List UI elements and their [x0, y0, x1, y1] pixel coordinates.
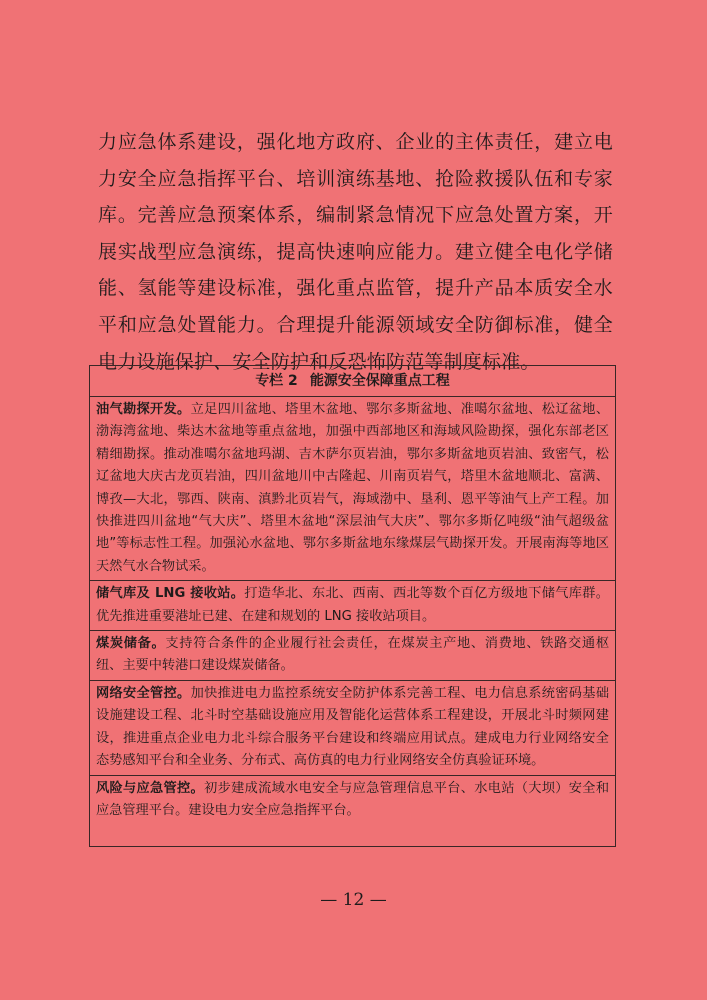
section-coal-reserve	[90, 631, 615, 681]
page-number: — 12 —	[320, 890, 387, 910]
section-oil-gas	[90, 397, 615, 581]
box-title	[90, 366, 615, 397]
section-text: 打造华北、东北、西南、西北等数个百亿方级地下储气库群。优先推进重要港址已建、在建和规划的 LNG 接收站项目。	[96, 586, 609, 624]
section-heading: 油气勘探开发。	[96, 402, 191, 417]
body-paragraph: 力应急体系建设，强化地方政府、企业的主体责任，建立电力安全应急指挥平台、培训演练基地、抢险救援队伍和专家库。完善应急预案体系，编制紧急情况下应急处置方案，开展实战型应急演练，提高快速响应能力。建立健全电化学储能、氢能等建设标准，强化重点监管，提升产品本质安全水平和应急处置能力。合理提升能源领域安全防御标准，健全电力设施保护、安全防护和反恐怖防范等制度标准。	[98, 131, 613, 373]
box-label: 专栏 2	[255, 373, 298, 389]
section-gas-storage	[90, 581, 615, 631]
box-title-text: 能源安全保障重点工程	[309, 373, 450, 389]
section-text: 立足四川盆地、塔里木盆地、鄂尔多斯盆地、准噶尔盆地、松辽盆地、渤海湾盆地、柴达木盆地等重点盆地，加强中西部地区和海域风险勘探，强化东部老区精细勘探。推动准噶尔盆地玛湖、吉木萨尔页岩油，鄂尔多斯盆地页岩油、致密气，松辽盆地大庆古龙页岩油，四川盆地川中古隆起、川南页岩气，塔里木盆地顺北、富满、博孜—大北，鄂西、陕南、滇黔北页岩气，海域渤中、垦利、恩平等油气上产工程。加快推进四川盆地“气大庆”、塔里木盆地“深层油气大庆”、鄂尔多斯亿吨级“油气超级盆地”等标志性工程。加强沁水盆地、鄂尔多斯盆地东缘煤层气勘探开发。开展南海等地区天然气水合物试采。	[96, 402, 610, 574]
section-text: 初步建成流域水电安全与应急管理信息平台、水电站（大坝）安全和应急管理平台。建设电力安全应急指挥平台。	[96, 780, 610, 818]
section-heading: 煤炭储备。	[96, 636, 166, 652]
section-heading: 储气库及 LNG 接收站。	[96, 586, 245, 602]
section-text: 支持符合条件的企业履行社会责任，在煤炭主产地、消费地、铁路交通枢纽、主要中转港口建设煤炭储备。	[96, 636, 610, 674]
feature-box	[89, 365, 616, 847]
section-risk-emergency	[90, 776, 615, 825]
section-network-security	[90, 681, 615, 776]
section-heading: 网络安全管控。	[96, 685, 191, 701]
section-heading: 风险与应急管控。	[96, 780, 205, 796]
section-text: 加快推进电力监控系统安全防护体系完善工程、电力信息系统密码基础设施建设工程、北斗时空基础设施应用及智能化运营体系工程建设，开展北斗时频网建设，推进重点企业电力北斗综合服务平台建设和终端应用试点。建成电力行业网络安全态势感知平台和全业务、分布式、高仿真的电力行业网络安全仿真验证环境。	[96, 685, 610, 769]
